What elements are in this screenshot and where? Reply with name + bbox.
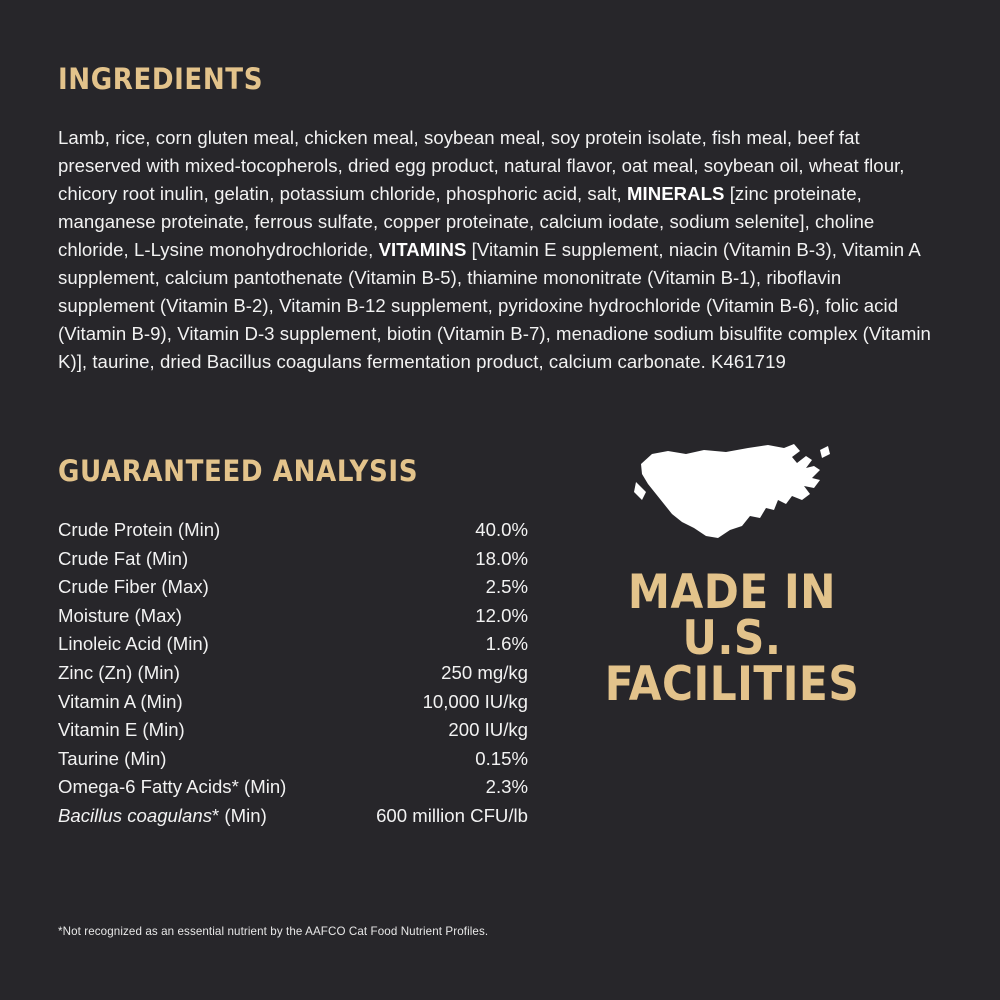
vitamins-label: VITAMINS (378, 239, 467, 260)
nutrient-name: Crude Fiber (Max) (58, 576, 209, 598)
nutrient-name: Crude Protein (Min) (58, 519, 221, 540)
ingredients-heading: INGREDIENTS (58, 62, 264, 96)
nutrient-name: Vitamin A (Min) (58, 690, 183, 712)
badge-line-1: MADE IN (627, 565, 837, 620)
nutrient-name: Taurine (Min) (58, 747, 167, 769)
usa-map-icon (634, 442, 830, 560)
table-row (58, 545, 528, 574)
table-row (58, 630, 528, 659)
nutrient-value: 12.0% (475, 604, 528, 626)
badge-line-3: FACILITIES (604, 657, 860, 712)
nutrient-value: 2.3% (485, 776, 528, 798)
table-row (58, 659, 528, 688)
nutrient-name: Vitamin E (Min) (58, 719, 185, 741)
ingredients-part-3: [Vitamin E supplement, niacin (Vitamin B-3), Vitamin A supplement, calcium pantothenate (Vitamin B-5), thiamine mononitrate (Vitamin B-1), riboflavin supplement (Vitamin B-2), Vitamin B-12 supplement, pyridoxine hydrochloride (Vitamin B-6), folic acid (Vitamin B-9), Vitamin D-3 supplement, biotin (Vitamin B-7), menadione sodium bisulfite complex (Vitamin K)], taurine, dried Bacillus coagulans fermentation product, calcium carbonate. K461719 (58, 239, 931, 372)
nutrient-value: 10,000 IU/kg (422, 690, 528, 712)
footnote: *Not recognized as an essential nutrient by the AAFCO Cat Food Nutrient Profiles. (58, 925, 489, 938)
nutrient-value: 600 million CFU/lb (376, 804, 528, 826)
guaranteed-analysis-section (58, 454, 942, 831)
table-row (58, 602, 528, 631)
nutrient-name: Crude Fat (Min) (58, 547, 189, 569)
table-row (58, 802, 528, 831)
table-row (58, 716, 528, 745)
nutrient-name: Moisture (Max) (58, 604, 182, 626)
badge-line-2: U.S. (682, 611, 782, 666)
nutrient-value: 0.15% (475, 747, 528, 769)
table-row (58, 516, 528, 545)
ingredients-part-2: [zinc proteinate, manganese proteinate, ferrous sulfate, copper proteinate, calcium iodate, sodium selenite], choline chloride, L-Lysine monohydrochloride, (58, 183, 875, 260)
nutrient-name: Zinc (Zn) (Min) (58, 661, 180, 683)
nutrient-value: 1.6% (485, 633, 528, 655)
nutrient-name-suffix: * (Min) (212, 804, 267, 826)
ingredients-text (58, 124, 942, 376)
nutrient-name-italic: Bacillus coagulans (58, 804, 213, 826)
ingredients-part-1: Lamb, rice, corn gluten meal, chicken meal, soybean meal, soy protein isolate, fish meal, beef fat preserved with mixed-tocopherols, dried egg product, natural flavor, oat meal, soybean oil, wheat flour, chicory root inulin, gelatin, potassium chloride, phosphoric acid, salt, (58, 127, 905, 204)
nutrient-name: Omega-6 Fatty Acids* (Min) (58, 776, 287, 798)
nutrient-value: 40.0% (475, 519, 528, 540)
minerals-label: MINERALS (626, 183, 725, 204)
guaranteed-analysis-heading: GUARANTEED ANALYSIS (58, 454, 419, 488)
nutrient-value: 2.5% (485, 576, 528, 598)
nutrient-value: 200 IU/kg (448, 719, 528, 741)
table-row (58, 773, 528, 802)
nutrient-value: 18.0% (475, 547, 528, 569)
made-in-us-badge (602, 442, 862, 712)
table-row (58, 745, 528, 774)
nutrient-value: 250 mg/kg (441, 661, 528, 683)
guaranteed-analysis-table (58, 516, 528, 831)
table-row (58, 688, 528, 717)
nutrient-name: Linoleic Acid (Min) (58, 633, 209, 655)
table-row (58, 573, 528, 602)
nutrient-name (58, 802, 338, 831)
